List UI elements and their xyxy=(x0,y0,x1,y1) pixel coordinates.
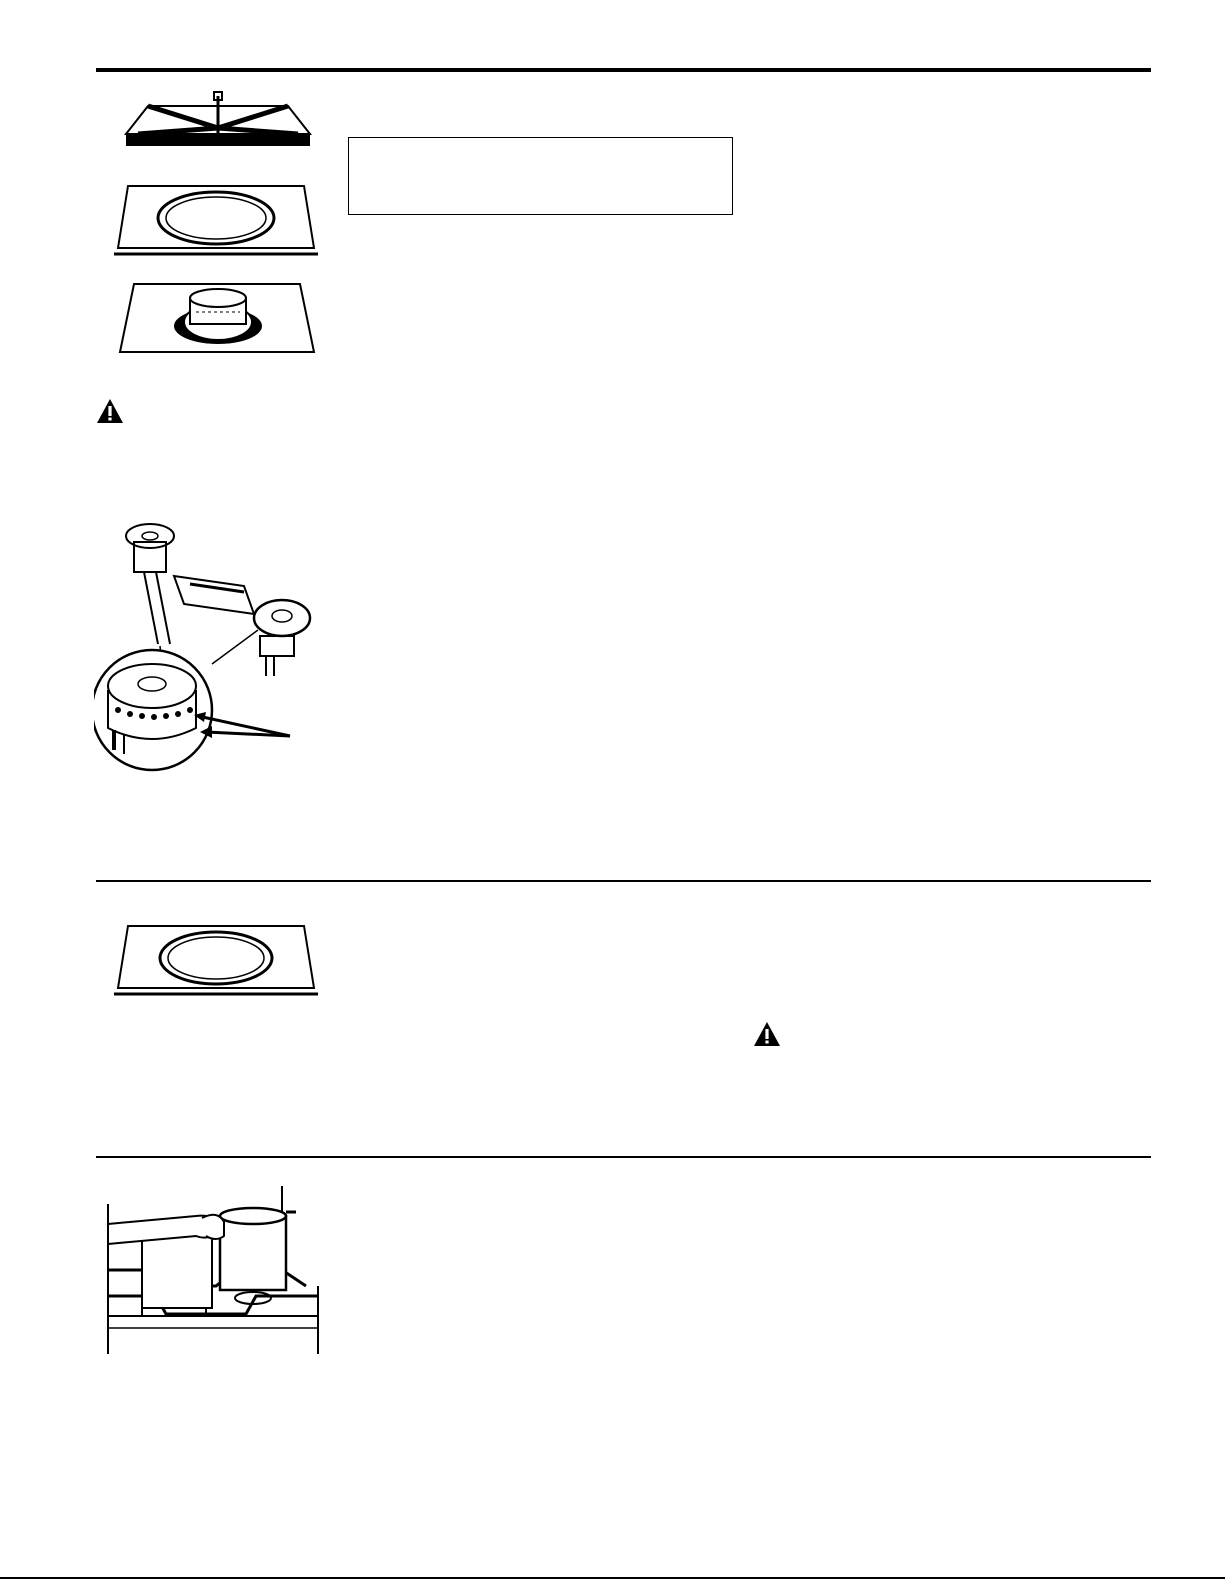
bottom-rule xyxy=(0,1577,1225,1579)
note-box xyxy=(348,137,733,215)
warning-triangle-icon xyxy=(753,1021,781,1047)
top-rule xyxy=(96,68,1151,72)
section-divider-2 xyxy=(96,1156,1151,1158)
burner-assembly-illustration xyxy=(94,514,324,776)
warning-triangle-icon xyxy=(96,398,124,424)
hand-moving-pot-illustration xyxy=(106,1186,322,1354)
burner-head-in-pan-illustration xyxy=(110,278,322,360)
drip-pan-illustration xyxy=(110,922,322,1000)
burner-grate-illustration xyxy=(118,88,318,154)
section-divider-1 xyxy=(96,880,1151,882)
drip-pan-with-ring-illustration xyxy=(110,182,322,262)
